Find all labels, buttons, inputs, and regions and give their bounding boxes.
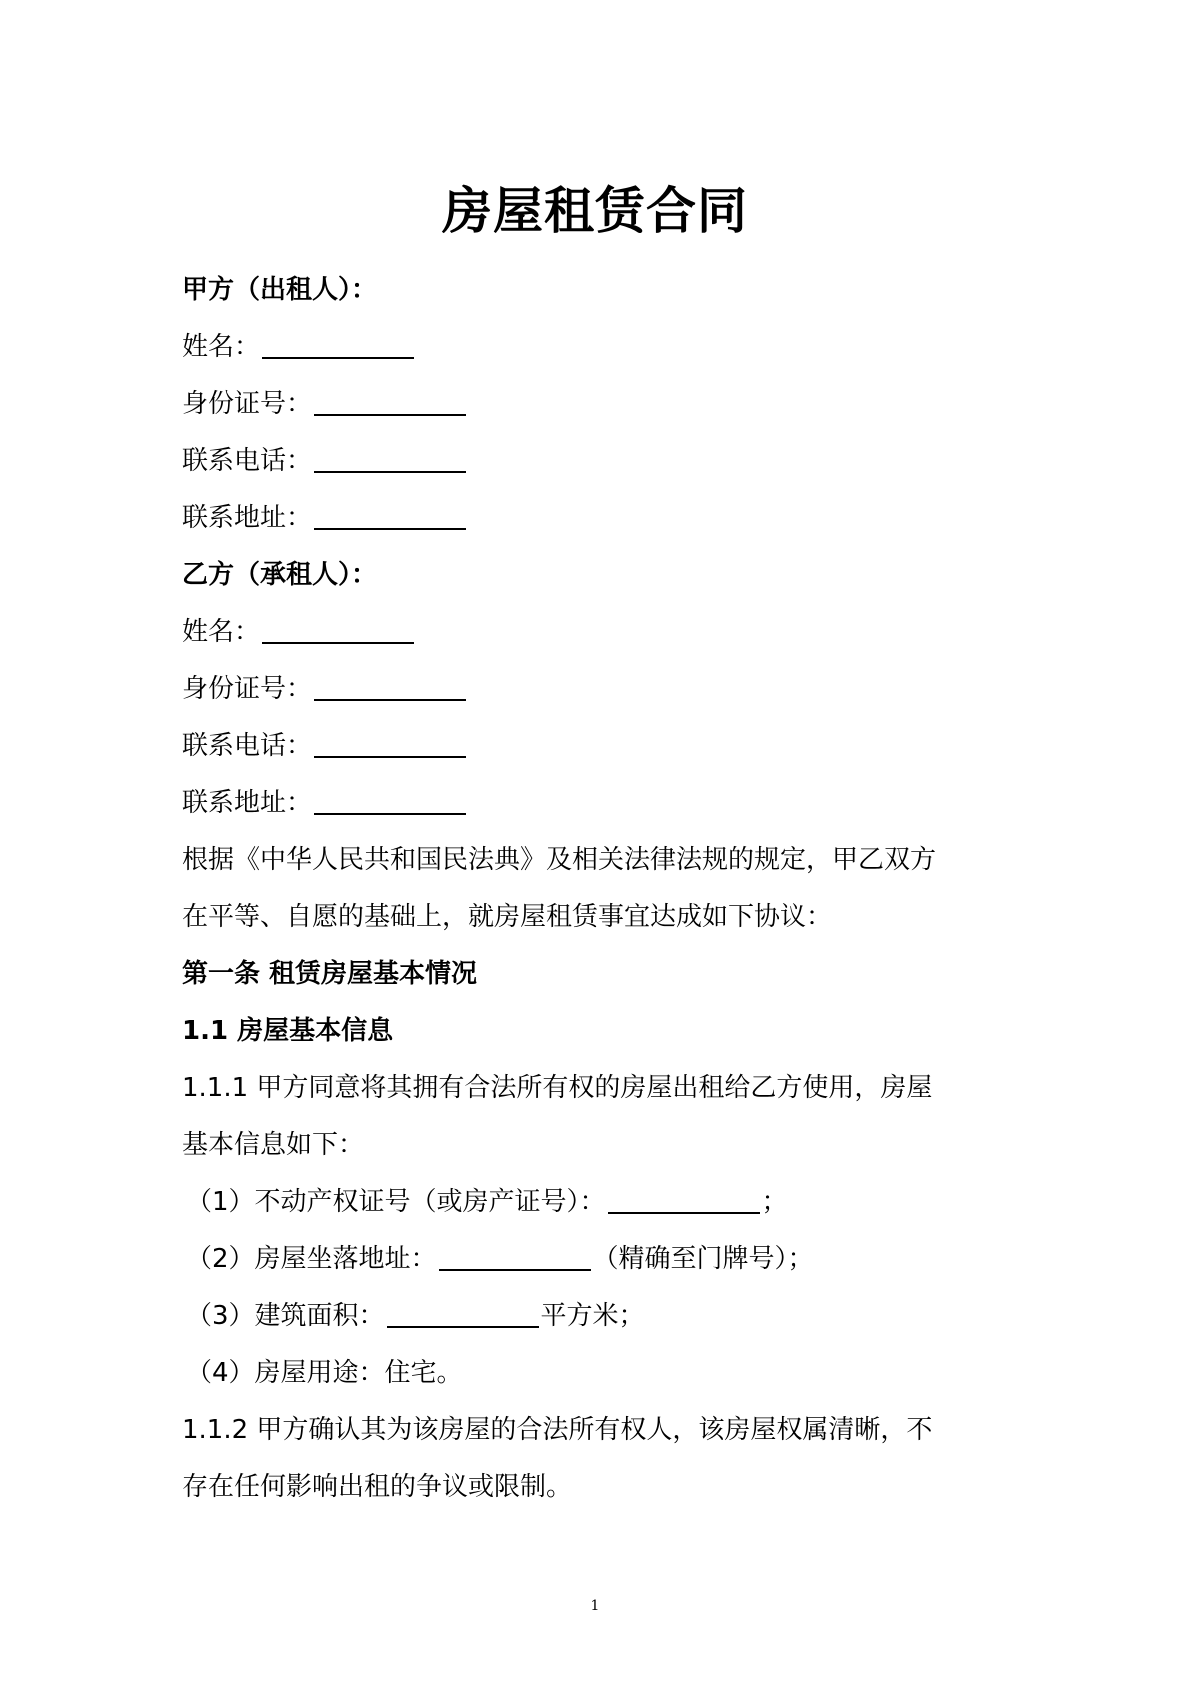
party-b-id-label: 身份证号： <box>182 674 313 704</box>
item-4-row: （4）房屋用途：住宅。 <box>186 1358 463 1388</box>
party-a-address-row <box>182 490 1012 547</box>
party-a-id-row <box>182 376 1012 433</box>
party-b-phone-row <box>182 718 1012 775</box>
party-a-name-label: 姓名： <box>182 332 261 362</box>
item-3-blank[interactable] <box>387 1300 539 1328</box>
party-a-name-blank[interactable] <box>262 331 414 359</box>
party-b-address-label: 联系地址： <box>182 788 313 818</box>
item-3-row <box>182 1288 1012 1345</box>
party-b-id-blank[interactable] <box>314 673 466 701</box>
preamble-line-1: 根据《中华人民共和国民法典》及相关法律法规的规定，甲乙双方 <box>182 845 937 875</box>
party-a-phone-blank[interactable] <box>314 445 466 473</box>
item-2-suffix: （精确至门牌号）； <box>592 1244 814 1274</box>
item-2-row <box>182 1231 1012 1288</box>
preamble-line-2: 在平等、自愿的基础上，就房屋租赁事宜达成如下协议： <box>182 902 833 932</box>
party-a-heading: 甲方（出租人）： <box>182 275 378 305</box>
document-title: 房屋租赁合同 <box>442 182 748 240</box>
party-a-id-label: 身份证号： <box>182 389 313 419</box>
item-1-suffix: ； <box>761 1187 788 1217</box>
party-a-name-row <box>182 319 1012 376</box>
party-b-phone-blank[interactable] <box>314 730 466 758</box>
item-1-blank[interactable] <box>608 1186 760 1214</box>
party-a-phone-label: 联系电话： <box>182 446 313 476</box>
item-2-blank[interactable] <box>439 1243 591 1271</box>
party-b-address-blank[interactable] <box>314 787 466 815</box>
party-b-name-label: 姓名： <box>182 617 261 647</box>
party-b-phone-label: 联系电话： <box>182 731 313 761</box>
party-a-address-label: 联系地址： <box>182 503 313 533</box>
party-b-address-row <box>182 775 1012 832</box>
article-1-heading: 第一条 租赁房屋基本情况 <box>182 959 478 989</box>
item-3-label: （3）建筑面积： <box>186 1301 385 1331</box>
clause-1-1-2-line-1: 1.1.2 甲方确认其为该房屋的合法所有权人，该房屋权属清晰，不 <box>182 1415 933 1445</box>
clause-1-1-1-line-1: 1.1.1 甲方同意将其拥有合法所有权的房屋出租给乙方使用，房屋 <box>182 1073 933 1103</box>
party-a-phone-row <box>182 433 1012 490</box>
item-3-suffix: 平方米； <box>540 1301 645 1331</box>
party-b-id-row <box>182 661 1012 718</box>
clause-1-1-2-line-2: 存在任何影响出租的争议或限制。 <box>182 1472 573 1502</box>
clause-1-1-1-line-2: 基本信息如下： <box>182 1130 365 1160</box>
item-1-row <box>182 1174 1012 1231</box>
party-b-heading: 乙方（承租人）： <box>182 560 378 590</box>
item-2-label: （2）房屋坐落地址： <box>186 1244 437 1274</box>
item-1-label: （1）不动产权证号（或房产证号）： <box>186 1187 606 1217</box>
party-a-address-blank[interactable] <box>314 502 466 530</box>
page-number: 1 <box>590 1598 600 1614</box>
party-a-id-blank[interactable] <box>314 388 466 416</box>
party-b-name-row <box>182 604 1012 661</box>
party-b-name-blank[interactable] <box>262 616 414 644</box>
section-1-1-heading: 1.1 房屋基本信息 <box>182 1016 394 1046</box>
document-body <box>182 262 1012 1516</box>
